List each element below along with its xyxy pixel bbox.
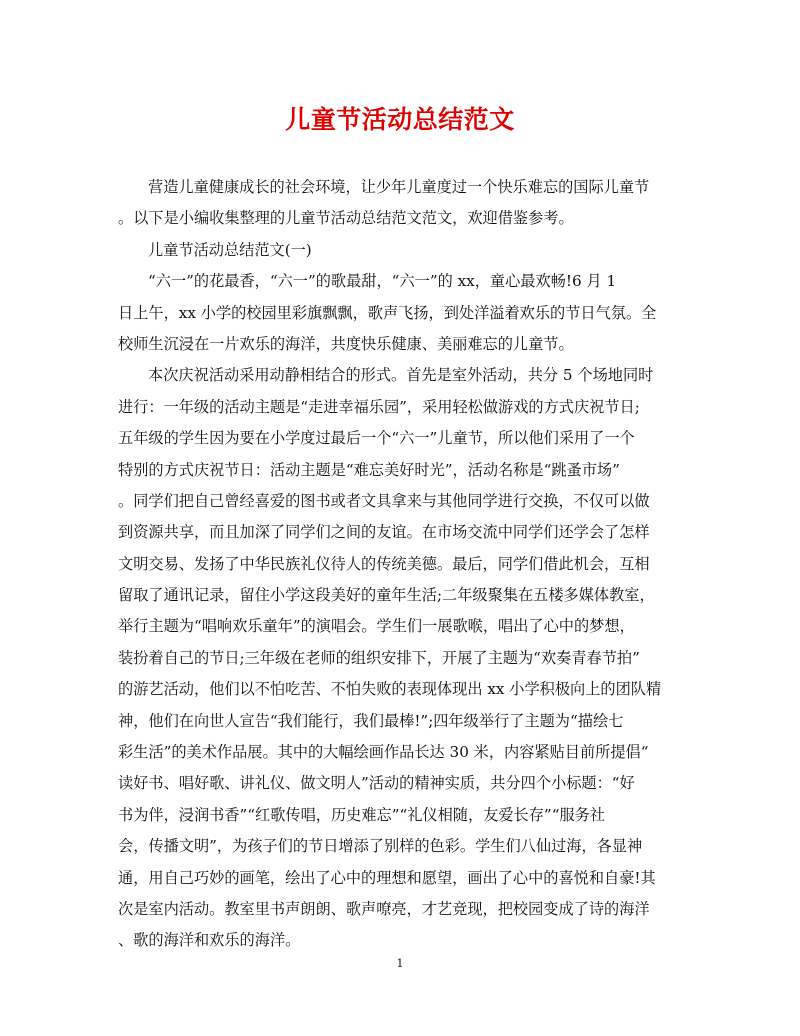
body-line: 书为伴，浸润书香”“红歌传唱，历史难忘”“礼仪相随，友爱长存”“服务社 [118, 805, 606, 824]
body-line: 文明交易、发扬了中华民族礼仪待人的传统美德。最后，同学们借此机会，互相 [118, 554, 650, 573]
body-line: 本次庆祝活动采用动静相结合的形式。首先是室外活动，共分 5 个场地同时 [148, 366, 654, 385]
document-title: 儿童节活动总结范文 [285, 105, 515, 134]
body-line: 五年级的学生因为要在小学度过最后一个“六一”儿童节，所以他们采用了一个 [118, 429, 635, 448]
body-line: 装扮着自己的节日;三年级在老师的组织安排下，开展了主题为“欢奏青春节拍” [118, 648, 640, 667]
body-line: 读好书、唱好歌、讲礼仪、做文明人”活动的精神实质，共分四个小标题：“好 [118, 774, 635, 793]
body-line: 神，他们在向世人宣告“我们能行，我们最棒!”;四年级举行了主题为“描绘七 [118, 711, 624, 730]
section-heading: 儿童节活动总结范文(一) [148, 240, 312, 259]
body-line: 的游艺活动，他们以不怕吃苦、不怕失败的表现体现出 xx 小学积极向上的团队精 [118, 680, 662, 699]
body-line: 。同学们把自己曾经喜爱的图书或者文具拿来与其他同学进行交换，不仅可以做 [118, 491, 650, 510]
body-line: 到资源共享，而且加深了同学们之间的友谊。在市场交流中同学们还学会了怎样 [118, 523, 650, 542]
body-line: 会，传播文明”，为孩子们的节日增添了别样的色彩。学生们八仙过海，各显神 [118, 837, 643, 856]
body-line: 校师生沉浸在一片欢乐的海洋，共度快乐健康、美丽难忘的儿童节。 [118, 334, 574, 353]
body-line: 特别的方式庆祝节日：活动主题是“难忘美好时光”，活动名称是“跳蚤市场” [118, 460, 620, 479]
document-body [118, 172, 684, 957]
body-line: 、歌的海洋和欢乐的海洋。 [118, 931, 301, 950]
body-line: 营造儿童健康成长的社会环境，让少年儿童度过一个快乐难忘的国际儿童节 [148, 178, 650, 196]
body-line: 彩生活”的美术作品展。其中的大幅绘画作品长达 30 米，内容紧贴目前所提倡“ [118, 743, 649, 762]
page-number: 1 [396, 957, 404, 970]
body-line: 日上午，xx 小学的校园里彩旗飘飘，歌声飞扬，到处洋溢着欢乐的节日气氛。全 [118, 303, 657, 322]
body-line: “六一”的花最香，“六一”的歌最甜，“六一”的 xx，童心最欢畅!6 月 1 [148, 272, 617, 291]
body-line: 举行主题为“唱响欢乐童年”的演唱会。学生们一展歌喉，唱出了心中的梦想， [118, 617, 635, 636]
body-line: 进行：一年级的活动主题是“走进幸福乐园”，采用轻松做游戏的方式庆祝节日; [118, 397, 640, 416]
body-line: 。以下是小编收集整理的儿童节活动总结范文范文，欢迎借鉴参考。 [118, 209, 574, 228]
body-line: 留取了通讯记录，留住小学这段美好的童年生活;二年级聚集在五楼多媒体教室， [118, 586, 655, 605]
body-line: 通，用自己巧妙的画笔，绘出了心中的理想和愿望，画出了心中的喜悦和自豪!其 [118, 868, 656, 887]
body-line: 次是室内活动。教室里书声朗朗、歌声嘹亮，才艺竞现，把校园变成了诗的海洋 [118, 899, 650, 918]
